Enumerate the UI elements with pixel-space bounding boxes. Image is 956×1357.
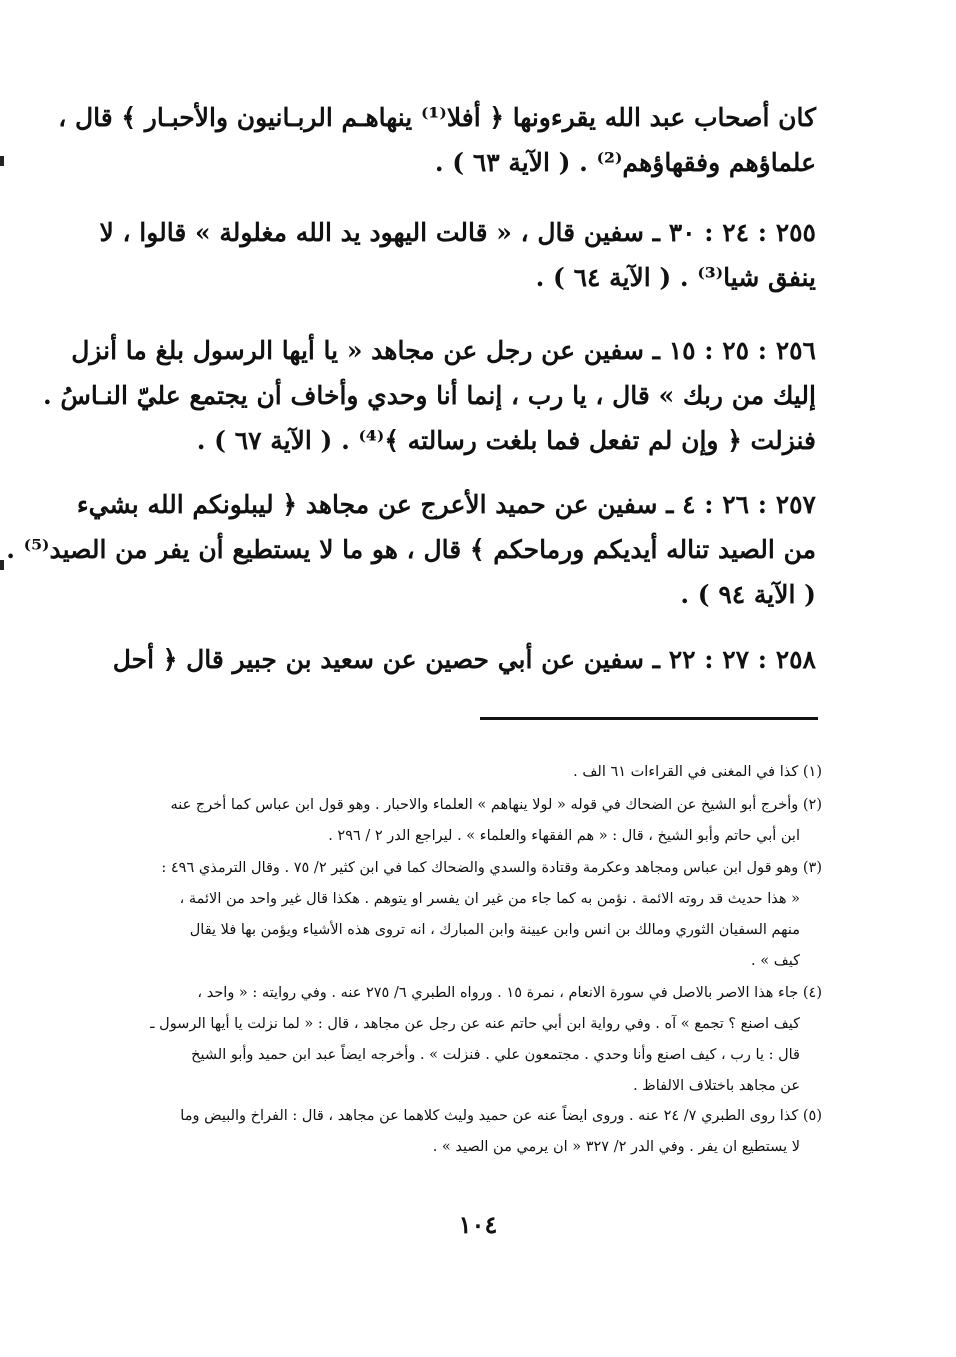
footnote-line: ابن أبي حاتم وأبو الشيخ ، قال : « هم الفقهاء والعلماء » . ليراجع الدر ٢ / ٢٩٦ . [328, 828, 800, 844]
text-line: من الصيد تناله أيديكم ورماحكم ﴾ قال ، هو ما لا يستطيع أن يفر من الصيد⁽⁵⁾ . [6, 535, 816, 564]
paragraph-continuation [58, 95, 816, 185]
text-line: ٢٥٦ : ٢٥ : ١٥ ـ سفين عن رجل عن مجاهد « يا أيها الرسول بلغ ما أنزل [71, 336, 816, 365]
footnote-4 [122, 978, 822, 1102]
footnote-line: (١) كذا في المغنى في القراءات ٦١ الف . [573, 764, 822, 780]
text-line: ( الآية ٩٤ ) . [680, 580, 816, 609]
footnote-line: منهم السفيان الثوري ومالك بن انس وابن عيينة وابن المبارك ، انه تروى هذه الأشياء ويؤمن بها فلا يقال [189, 922, 800, 938]
footnote-separator [480, 717, 818, 720]
text-line: ٢٥٥ : ٢٤ : ٣٠ ـ سفين قال ، « قالت اليهود يد الله مغلولة » قالوا ، لا [99, 218, 816, 247]
entry-256 [42, 328, 816, 463]
footnote-line: كيف اصنع ؟ تجمع » آه . وفي رواية ابن أبي حاتم عنه عن رجل عن مجاهد ، قال : « لما نزلت يا أيها الرسول ـ [150, 1016, 800, 1032]
text-line: كان أصحاب عبد الله يقرءونها ﴿ أفلا⁽¹⁾ ينهاهـم الربـانيون والأحبـار ﴾ قال ، [58, 103, 816, 132]
footnote-line: (٢) وأخرج أبو الشيخ عن الضحاك في قوله « لولا ينهاهم » العلماء والاحبار . وهو قول ابن عباس كما أخرج عنه [170, 797, 822, 813]
footnote-5 [122, 1101, 822, 1163]
footnote-2 [122, 790, 822, 852]
text-line: ٢٥٧ : ٢٦ : ٤ ـ سفين عن حميد الأعرج عن مجاهد ﴿ ليبلونكم الله بشيء [76, 490, 816, 519]
footnote-line: كيف » . [751, 953, 800, 969]
footnote-line: عن مجاهد باختلاف الالفاظ . [633, 1078, 800, 1094]
entry-258 [112, 637, 816, 682]
footnote-1 [122, 757, 822, 788]
footnote-line: (٣) وهو قول ابن عباس ومجاهد وعكرمة وقتادة والسدي والضحاك كما في ابن كثير ٢/ ٧٥ . وقال الترمذي ٤٩٦ : [161, 860, 822, 876]
text-line: علماؤهم وفقهاؤهم⁽²⁾ . ( الآية ٦٣ ) . [434, 148, 816, 177]
footnote-line: لا يستطيع ان يفر . وفي الدر ٢/ ٣٢٧ « ان يرمي من الصيد » . [432, 1139, 800, 1155]
text-line: ٢٥٨ : ٢٧ : ٢٢ ـ سفين عن أبي حصين عن سعيد بن جبير قال ﴿ أحل [112, 645, 816, 674]
footnote-line: (٥) كذا روى الطبري ٧/ ٢٤ عنه . وروى ايضاً عنه عن حميد وليث كلاهما عن مجاهد ، قال : الفراخ والبيض وما [180, 1108, 822, 1124]
footnote-line: « هذا حديث قد روته الائمة . نؤمن به كما جاء من غير ان يفسر او يتوهم . هكذا قال غير واحد من الائمة ، [179, 891, 800, 907]
footnote-line: قال : يا رب ، كيف اصنع وأنا وحدي . مجتمعون علي . فنزلت » . وأخرجه ايضاً عبد ابن حميد وأبو الشيخ [191, 1047, 800, 1063]
text-line: فنزلت ﴿ وإن لم تفعل فما بلغت رسالته ﴾⁽⁴⁾ . ( الآية ٦٧ ) . [196, 426, 816, 455]
text-line: ينفق شيا⁽³⁾ . ( الآية ٦٤ ) . [535, 263, 816, 292]
text-line: إليك من ربك » قال ، يا رب ، إنما أنا وحدي وأخاف أن يجتمع عليّ النـاسُ . [42, 381, 816, 410]
entry-257 [6, 482, 816, 617]
footnote-line: (٤) جاء هذا الاصر بالاصل في سورة الانعام ، نمرة ١٥ . ورواه الطبري ٦/ ٢٧٥ عنه . وفي روايته : « واحد ، [197, 985, 822, 1001]
entry-255 [99, 210, 816, 300]
footnote-3 [122, 853, 822, 977]
scan-margin-mark [0, 560, 4, 570]
scan-margin-mark [0, 156, 4, 166]
page-number: ١٠٤ [458, 1210, 498, 1239]
